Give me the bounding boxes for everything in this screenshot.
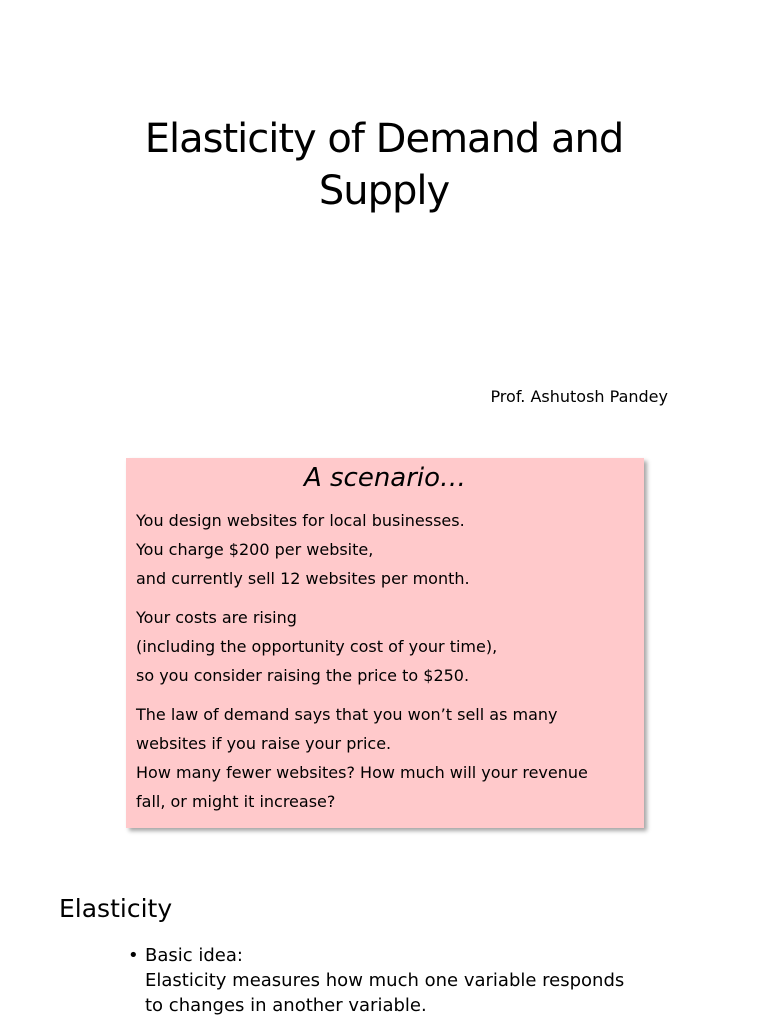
- scenario-line: and currently sell 12 websites per month.: [136, 569, 470, 588]
- scenario-line: The law of demand says that you won’t sell as many: [136, 705, 558, 724]
- scenario-line: How many fewer websites? How much will your revenue: [136, 763, 588, 782]
- bullet-dot-icon: •: [128, 945, 139, 966]
- elasticity-bullet-list: [128, 943, 688, 1018]
- scenario-line: You charge $200 per website,: [136, 540, 374, 559]
- bullet-line: Basic idea:: [145, 945, 243, 966]
- scenario-paragraph-1: [136, 506, 636, 593]
- slide-title: [0, 113, 768, 217]
- scenario-line: (including the opportunity cost of your time),: [136, 637, 498, 656]
- scenario-box: [126, 458, 644, 828]
- title-line-2: Supply: [318, 168, 450, 214]
- bullet-line: to changes in another variable.: [145, 995, 427, 1016]
- scenario-line: so you consider raising the price to $250.: [136, 666, 470, 685]
- bullet-line: Elasticity measures how much one variable responds: [145, 970, 625, 991]
- title-line-1: Elasticity of Demand and: [144, 116, 624, 162]
- scenario-line: Your costs are rising: [136, 608, 297, 627]
- scenario-line: websites if you raise your price.: [136, 734, 392, 753]
- scenario-paragraph-2: [136, 603, 636, 690]
- scenario-line: fall, or might it increase?: [136, 792, 336, 811]
- scenario-paragraph-3: [136, 700, 636, 816]
- author-name: Prof. Ashutosh Pandey: [490, 387, 668, 406]
- scenario-line: You design websites for local businesses.: [136, 511, 465, 530]
- bullet-item: [128, 943, 688, 1018]
- elasticity-heading: Elasticity: [59, 894, 173, 923]
- scenario-heading: A scenario…: [303, 463, 467, 493]
